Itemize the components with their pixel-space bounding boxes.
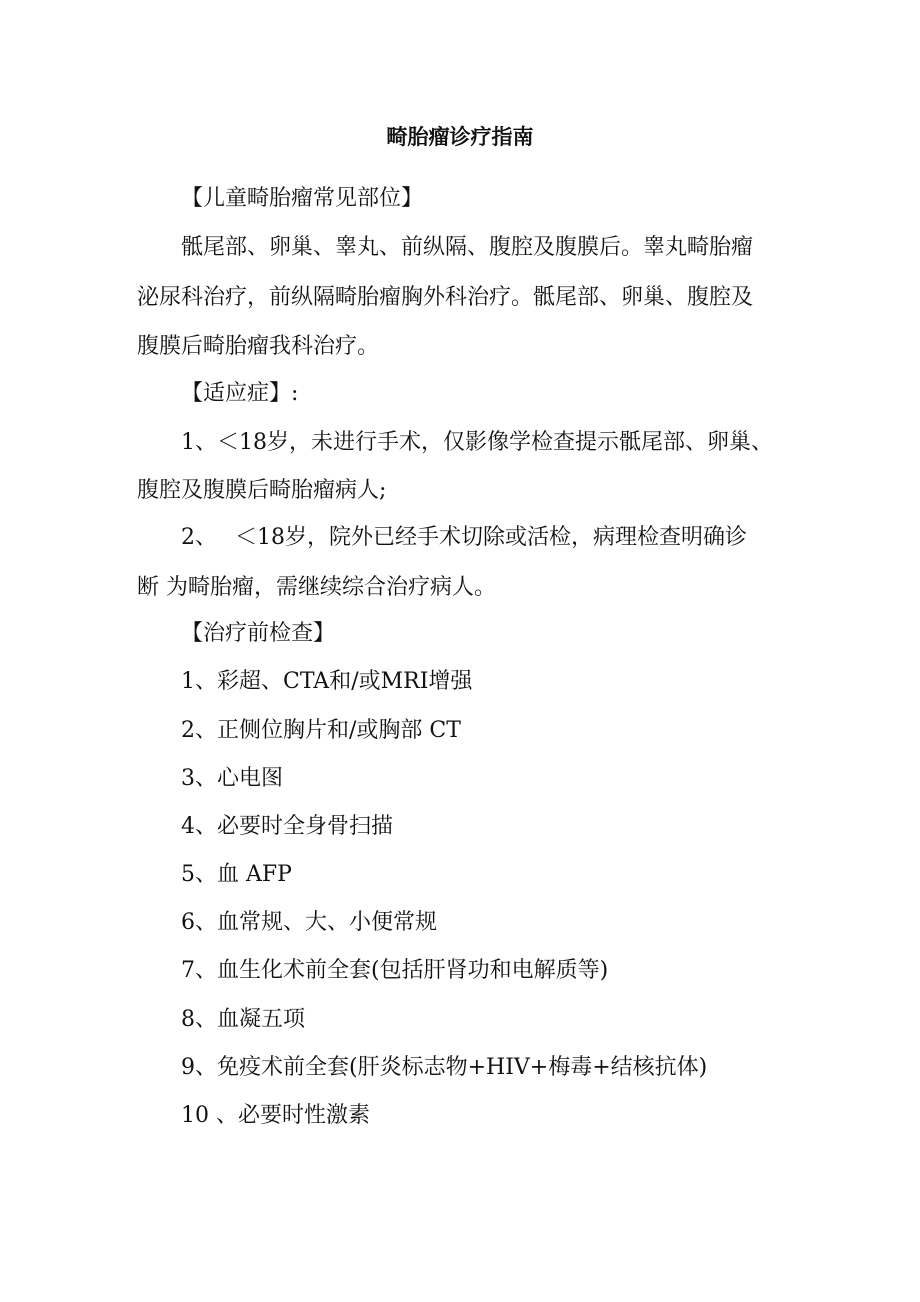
list-item: 1、彩超、CTA和/或MRI增强 xyxy=(181,669,473,694)
document-title: 畸胎瘤诊疗指南 xyxy=(386,125,534,149)
list-item: 6、血常规、大、小便常规 xyxy=(181,910,437,935)
list-item: 2、正侧位胸片和/或胸部 CT xyxy=(181,718,461,743)
paragraph-line: 腹膜后畸胎瘤我科治疗。 xyxy=(137,334,380,359)
list-item: 5、血 AFP xyxy=(181,862,292,887)
list-item: 10 、必要时性激素 xyxy=(181,1103,370,1128)
list-item: 7、血生化术前全套(包括肝肾功和电解质等) xyxy=(181,958,609,983)
indication-item-line: 2、 ＜18岁，院外已经手术切除或活检，病理检查明确诊 xyxy=(181,525,747,550)
section-heading-pretreatment: 【治疗前检查】 xyxy=(181,621,336,646)
paragraph-line: 泌尿科治疗，前纵隔畸胎瘤胸外科治疗。骶尾部、卵巢、腹腔及 xyxy=(137,285,754,310)
indication-item-line: 断 为畸胎瘤，需继续综合治疗病人。 xyxy=(137,575,496,600)
list-item: 8、血凝五项 xyxy=(181,1007,305,1032)
indication-item-line: 1、＜18岁，未进行手术，仅影像学检查提示骶尾部、卵巢、 xyxy=(181,430,773,455)
section-heading-indications: 【适应症】: xyxy=(181,381,299,406)
paragraph-line: 骶尾部、卵巢、睾丸、前纵隔、腹腔及腹膜后。睾丸畸胎瘤 xyxy=(181,235,754,260)
section-heading-sites: 【儿童畸胎瘤常见部位】 xyxy=(181,186,424,211)
list-item: 4、必要时全身骨扫描 xyxy=(181,814,393,839)
list-item: 3、心电图 xyxy=(181,766,283,791)
list-item: 9、免疫术前全套(肝炎标志物+HIV+梅毒+结核抗体) xyxy=(181,1055,708,1080)
indication-item-line: 腹腔及腹膜后畸胎瘤病人; xyxy=(137,478,387,503)
